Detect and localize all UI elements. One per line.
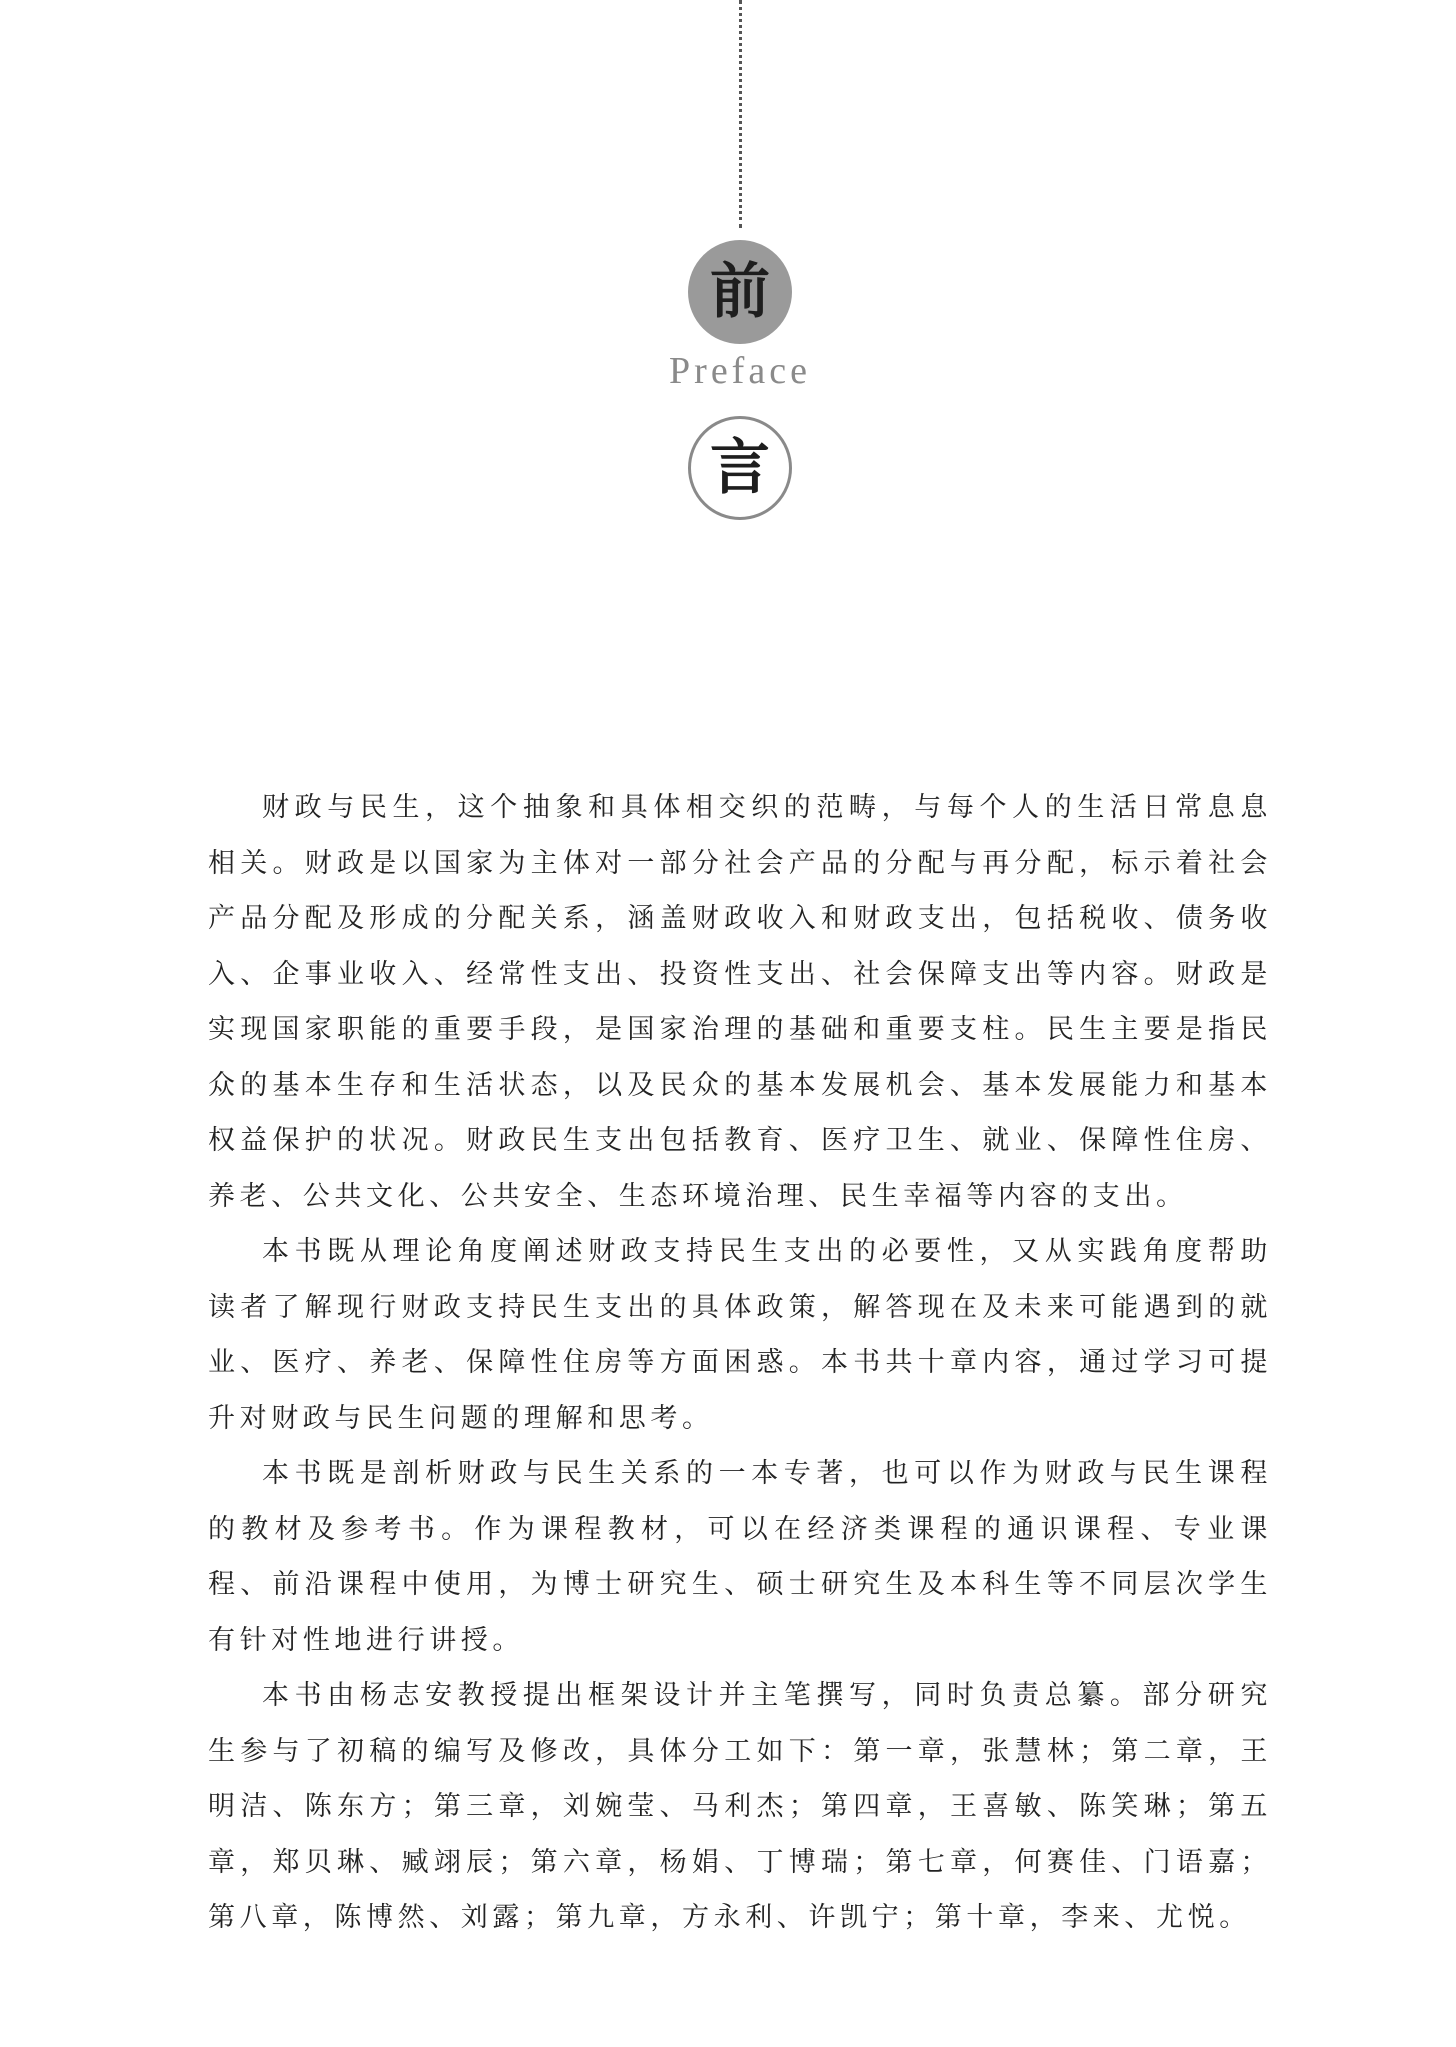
preface-body [208, 780, 1272, 1946]
heading-char-top-text: 前 [710, 257, 770, 327]
heading-char-bottom [688, 416, 792, 520]
paragraph-2: 本书既从理论角度阐述财政支持民生支出的必要性，又从实践角度帮助读者了解现行财政支持民生支出的具体政策，解答现在及未来可能遇到的就业、医疗、养老、保障性住房等方面困惑。本书共十章内容，通过学习可提升对财政与民生问题的理解和思考。 [208, 1236, 1272, 1434]
heading-char-top [688, 240, 792, 344]
paragraph-3: 本书既是剖析财政与民生关系的一本专著，也可以作为财政与民生课程的教材及参考书。作为课程教材，可以在经济类课程的通识课程、专业课程、前沿课程中使用，为博士研究生、硕士研究生及本科生等不同层次学生有针对性地进行讲授。 [208, 1458, 1272, 1656]
dotted-vertical-line [739, 0, 742, 228]
paragraph-4: 本书由杨志安教授提出框架设计并主笔撰写，同时负责总纂。部分研究生参与了初稿的编写及修改，具体分工如下：第一章，张慧林；第二章，王明洁、陈东方；第三章，刘婉莹、马利杰；第四章，王喜敏、陈笑琳；第五章，郑贝琳、臧翊辰；第六章，杨娟、丁博瑞；第七章，何赛佳、门语嘉；第八章，陈博然、刘露；第九章，方永利、许凯宁；第十章，李来、尤悦。 [208, 1680, 1272, 1933]
heading-english: Preface [669, 350, 811, 392]
paragraph-1: 财政与民生，这个抽象和具体相交织的范畴，与每个人的生活日常息息相关。财政是以国家为主体对一部分社会产品的分配与再分配，标示着社会产品分配及形成的分配关系，涵盖财政收入和财政支出，包括税收、债务收入、企事业收入、经常性支出、投资性支出、社会保障支出等内容。财政是实现国家职能的重要手段，是国家治理的基础和重要支柱。民生主要是指民众的基本生存和生活状态，以及民众的基本发展机会、基本发展能力和基本权益保护的状况。财政民生支出包括教育、医疗卫生、就业、保障性住房、养老、公共文化、公共安全、生态环境治理、民生幸福等内容的支出。 [208, 792, 1272, 1212]
heading-char-bottom-text: 言 [710, 433, 770, 503]
